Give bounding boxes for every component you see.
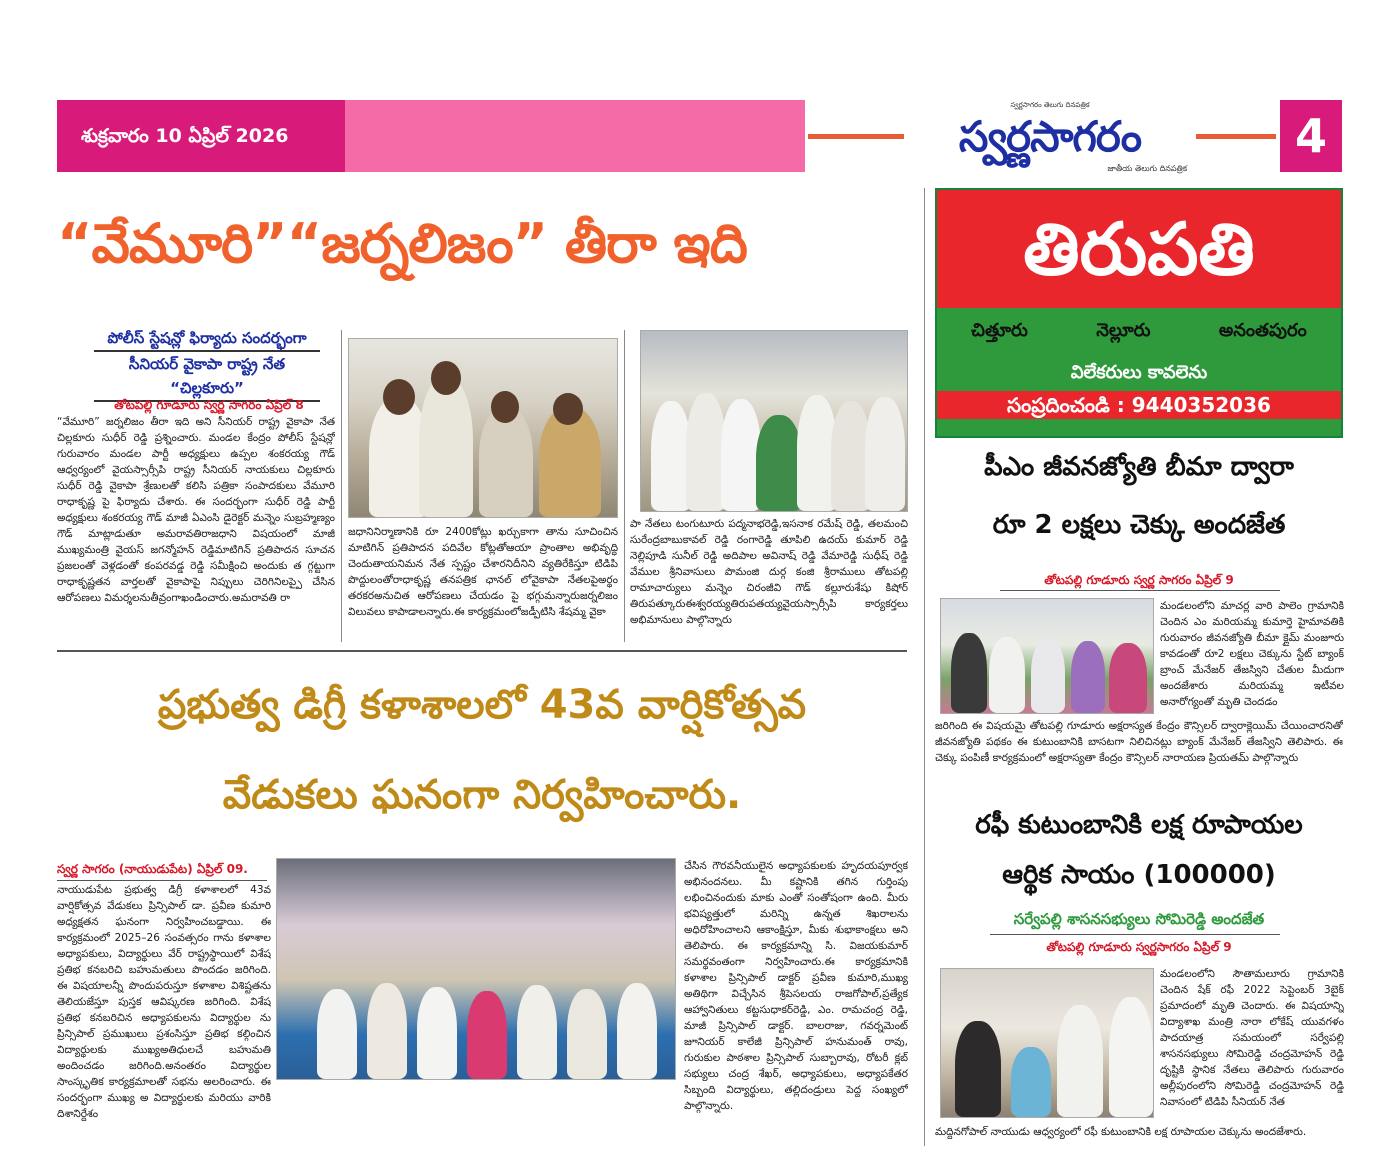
story3-col1: నాయుడుపేట ప్రభుత్వ డిగ్రీ కళాశాలలో 43వ వార్షికోత్సవ వేడుకలు ప్రిన్సిపాల్ డా. ప్రవీణ కుమారి అధ్యక్షతన ఘనంగా నిర్వహించబడ్డాయి. ఈ కార్యక్రమంలో 2025–26 సంవత్సరం గాను కళాశాల అధ్యాపకులు, విద్యార్థులు వేర్ రాష్ట్రస్థాయిలో విశేష ప్రతిభ కనబరిచి బహుమతులు పొందడం జరిగింది. ఈ విషయాలన్నీ పొందుపరుస్తూ కళాశాల విశిష్టతను తెలియజేస్తూ పుస్తక ఆవిష్కరణ జరిగింది. విశేష ప్రతిభ కనబరిచిన అధ్యాపకులను విద్యార్థుల ను ప్రిన్సిపాల్ ప్రముఖులు ప్రశంసిస్తూ ప్రతిభ కల్గించిన విద్యార్థులకు ముఖ్యఅతిధులచే బహుమతి అందించడం జరిగింది.అనంతరం విద్యార్థుల సాంస్కృతిక కార్యక్రమాలతో సభను అలరించారు. ఈ సందర్భంగా ముఖ్య అ విద్యార్థులకు మరియు వారికి దిశానిర్దేశం [57,884,271,1120]
story4-headline-line1: రఫీ కుటుంబానికి లక్ష రూపాయల [975,810,1303,840]
ad-footer [937,356,1341,436]
ad-city-2: నెల్లూరు [1096,319,1151,341]
ad-city-3: అనంతపురం [1218,319,1307,341]
header-rule-right [1196,134,1276,139]
story2-photo-bank [940,598,1154,714]
ad-title: తిరుపతి [937,190,1341,308]
page-number: 4 [1280,100,1342,172]
masthead [907,100,1193,178]
story1-subhead-line1: పోలీస్ స్టేషన్లో ఫిర్యాదు సందర్భంగా [94,326,320,352]
story3-headline-line2: వేడుకలు ఘనంగా నిర్వహించారు. [222,772,742,818]
story4-subhead: సర్వేపల్లి శాసనసభ్యులు సోమిరెడ్డి అందజేత [1013,910,1265,928]
story3-photo-event [276,858,676,1080]
story2-credit: తోటపల్లి గూడూరు స్వర్ణ సాగరం ఏప్రిల్ 9 [1044,573,1234,587]
header-rule-left [808,134,904,139]
story3-headline-line1: ప్రభుత్వ డిగ్రీ కళాశాలలో 43వ వార్షికోత్సవ [157,682,807,728]
story1-headline: “వేమూరి”“జర్నలిజం” తీరా ఇది [57,212,747,275]
header-bar [345,100,805,172]
story3-credit-rule [57,880,267,881]
ad-cities [937,308,1341,356]
masthead-small: స్వర్ణసాగరం తెలుగు దినపత్రిక [1010,101,1090,109]
story4-photo-cheque [940,968,1154,1118]
story4-body-right: మండలంలోని సౌతామలూరు గ్రామానికి చెందిన షేక్ రఫీ 2022 సెప్టెంబర్ 3బైక్ ప్రమాదంలో మృతి చెందారు. ఈ విషయాన్ని విద్యాశాఖ మంత్రి నారా లోకేష్ యువగళం పాదయాత్ర సమయంలో సర్వేపల్లి శాసనసభ్యులు సోమిరెడ్డి చంద్రమోహన్ రెడ్డి దృష్టికి స్థానిక నేతలు తెలిపారు గురువారం అల్లీపురంలోని సోమిరెడ్డి చంద్రమోహన్ రెడ్డి నివాసంలో టిడిపి సీనియర్ నేత [1160,968,1344,1108]
story1-col3: పా నేతలు టంగుటూరు పద్మనాభరెడ్డి,ఇసనాక రమేష్ రెడ్డి, తలమంచి సురేంద్రబాబుకావల్ రెడ్డి రంగారెడ్డి తూపిలి ఉదయ్ కుమార్ రెడ్డి నెల్లిపూడి సునీల్ రెడ్డి అదిపాల అవినాష్ రెడ్డి వేమారెడ్డి సుధీష్ రెడ్డి వేముల శ్రీనివాసులు పొమంజి దుర్గ కంజి శ్రీరాములు తోటపల్లి రామాచార్యులు మన్నెం చిరంజీవి గౌడ్ కల్లూరుశేషు కిషోర్ తిరుపత్కూరుఈశ్వరయ్యతిరుపతయ్యవైయస్సార్సీపి కార్యకర్తలు అభిమానులు పాల్గొన్నారు [630,518,908,626]
story1-subhead [94,326,320,402]
masthead-tagline: జాతీయ తెలుగు దినపత్రిక [1107,164,1187,173]
story1-col1: “వేమూరి” జర్నలిజం తీరా ఇది అని సీనియర్ రాష్ట్ర వైకాపా నేత చిల్లకూరు సుధీర్ రెడ్డి ప్రశ్నించారు. మండల కేంద్రం పోలీస్ స్టేషన్లో గురువారం మండల పార్టీ అధ్యక్షులు ఉప్పల శంకరయ్య గౌడ్ ఆధ్వర్యంలో వైయస్సార్సీపి రాష్ట్ర సీనియర్ నాయకులు చిల్లకూరు సుధీర్ రెడ్డి వైకాపా శ్రేణులతో కలిసి పత్రికా సంపాదకులు వేమూరి రాధాకృష్ణ పై ఫిర్యాదు చేశారు. ఈ సందర్భంగా సుధీర్ రెడ్డి పార్టీ అధ్యక్షులు శంకరయ్య గౌడ్ మాజీ ఏఎంసి డైరెక్టర్ మన్నెం సుబ్రహ్మణ్యం గౌడ్ మాట్లాడుతూ అమరావతిరాజధాని విషయంలో మాజీ ముఖ్యమంత్రి వైయస్ జగన్మోహన్ రెడ్డిమాటిగిన్ ప్రతిపాదన సూచన ప్రజలంతో వెళ్లడంతో కంపరవడ్డ రెడ్డి సమీక్షించి అందుకు త గ్గట్టుగా రాధాకృష్ణతన వార్తలతో వైకాపాపై నిప్పులు చెరిగినిలప్పై చేసిన ఆరోపణలు విమర్శలనుతీవ్రంగాఖండించారు.అమరావతి రా [57,416,335,604]
story2-body-full: జరిగింది ఈ విషయమై తోటపల్లి గూడూరు అక్షరాస్యత కేంద్రం కౌన్సిలర్ ద్వారాక్లెయిమ్ చేయించారనితో జీవనజ్యోతి పథకం ఈ కుటుంబానికి బాసటగా నిలిచినట్లు బ్యాంక్ మేనేజర్ తేజస్విని తెలిపారు. ఈ చెక్కు పంపిణీ కార్యక్రమంలో అక్షరాస్యతా కేంద్రం కౌన్సిలర్ నారాయణ ప్రియతమ్ పాల్గొన్నారు [935,720,1343,764]
story1-photo-complaint [348,338,618,518]
story1-credit: తోటపల్లి గూడూరు స్వర్ణ సాగరం ఏప్రిల్ 8 [114,398,304,412]
story3-credit: స్వర్ణ సాగరం (నాయుడుపేట) ఏప్రిల్ 09. [57,862,248,876]
story2-headline-line1: పీఎం జీవనజ్యోతి బీమా ద్వారా [984,452,1294,482]
story4-headline-line2: ఆర్థిక సాయం (100000) [1002,860,1276,890]
ad-contact: సంప్రదించండి : 9440352036 [937,391,1341,419]
masthead-title: స్వర్ణసాగరం [958,112,1142,161]
page-column-divider [924,188,925,1146]
story4-rule [990,934,1280,935]
story3-col3: చేసిన గౌరవనీయులైన అధ్యాపకులకు హృదయపూర్వక అభినందనలు. మీ కష్టానికి తగిన గుర్తింపు లభించినందుకు మాకు ఎంతో సంతోషంగా ఉంది. మీరు భవిష్యత్తులో మరిన్ని ఉన్నత శిఖరాలను అధిరోహించాలని ఆకాంక్షిస్తూ, మీకు శుభాకాంక్షలు అని తెలిపారు. ఈ కార్యక్రమాన్ని సి. విజయకుమార్ సమర్థవంతంగా నిర్వహించారు.ఈ కార్యక్రమానికి కళాశాల ప్రిన్సిపాల్ డాక్టర్ ప్రవీణ కుమారి,ముఖ్య అతిథిగా విచ్చేసిన శ్రీపెసలయ రాజగోపాల్,ప్రత్యేక ఆహ్వానితులు కట్టసుధాకర్‌రెడ్డి, ఎం. రామచంద్ర రెడ్డి, మాజీ ప్రిన్సిపాల్ డాక్టర్. బాలరాజు, గవర్నమెంట్ జూనియర్ కాలేజీ ప్రిన్సిపాల్ హనుమంత్ రావు, గురుకుల పాఠశాల ప్రిన్సిపాల్ సుబ్బారావు, రోటరీ క్లబ్ సభ్యులు చంద్ర శేఖర్, అధ్యాపకులు, అధ్యాపకేతర సిబ్బంది విద్యార్థులు, తల్లిదండ్రులు పెద్ద సంఖ్యలో పాల్గొన్నారు. [684,860,908,1112]
ad-city-1: చిత్తూరు [971,319,1028,341]
story1-col-divider-2 [624,330,625,642]
story4-credit: తోటపల్లి గూడూరు స్వర్ణసాగరం ఏప్రిల్ 9 [1046,940,1232,954]
section-divider [57,650,907,652]
story1-col2: జధానినిర్మాణానికి రూ 2400కోట్లు ఖర్చుకాగా తాను సూచించిన మాటిగిన్ ప్రతిపాదన పదివేల కోట్లతోఆయా ప్రాంతాల అభివృద్ధి చెందుతాయనిమన నేత స్పష్టం చేశారనిదీనిని వ్యతిరేకిస్తూ టిడిపి పొద్దులంతోరాధాకృష్ణ తనపత్రిక ఛానల్ లోవైకాపా నేతలపైఅర్థం తరకరఅనుచిత ఆరోపణలు చేయడం పై భగ్గుమన్నారుజర్నలిజం విలువలు కాపాడాలన్నారు.ఈ కార్యక్రమంలోజడ్పీటిసి శేషమ్మ వైకా [348,526,618,618]
story4-body-full: మద్దినగోపాల్ నాయుడు ఆధ్వర్యంలో రఫీ కుటుంబానికి లక్ష రూపాయల చెక్కును అందజేశారు. [935,1126,1307,1138]
story2-headline-line2: రూ 2 లక్షలు చెక్కు అందజేత [992,510,1286,540]
story2-body-right: మండలంలోని మాచర్ల వారి పాలెం గ్రామానికి చెందిన ఎం మరియమ్మ కుమార్తె హైమావతికి గురువారం జీవనజ్యోతి బీమా క్లైమ్ మంజూరు కావడంతో రూ2 లక్షలు చెక్కును స్టేట్ బ్యాంక్ బ్రాంచ్ మేనేజర్ తేజస్విని చేతుల మీదుగా అందజేశారు మరియమ్మ ఇటీవల అనారోగ్యంతో మృతి చెందడం [1160,600,1344,708]
story1-photo-group [640,330,908,512]
issue-date: శుక్రవారం 10 ఏప్రిల్ 2026 [57,100,345,172]
ad-call: విలేకరులు కావలెను [1070,362,1208,383]
story1-col-divider-1 [341,330,342,642]
story2-rule [1000,590,1280,591]
story1-subhead-line2: సీనియర్ వైకాపా రాష్ట్ర నేత “చిల్లకూరు” [94,352,320,402]
advertisement [935,188,1343,438]
